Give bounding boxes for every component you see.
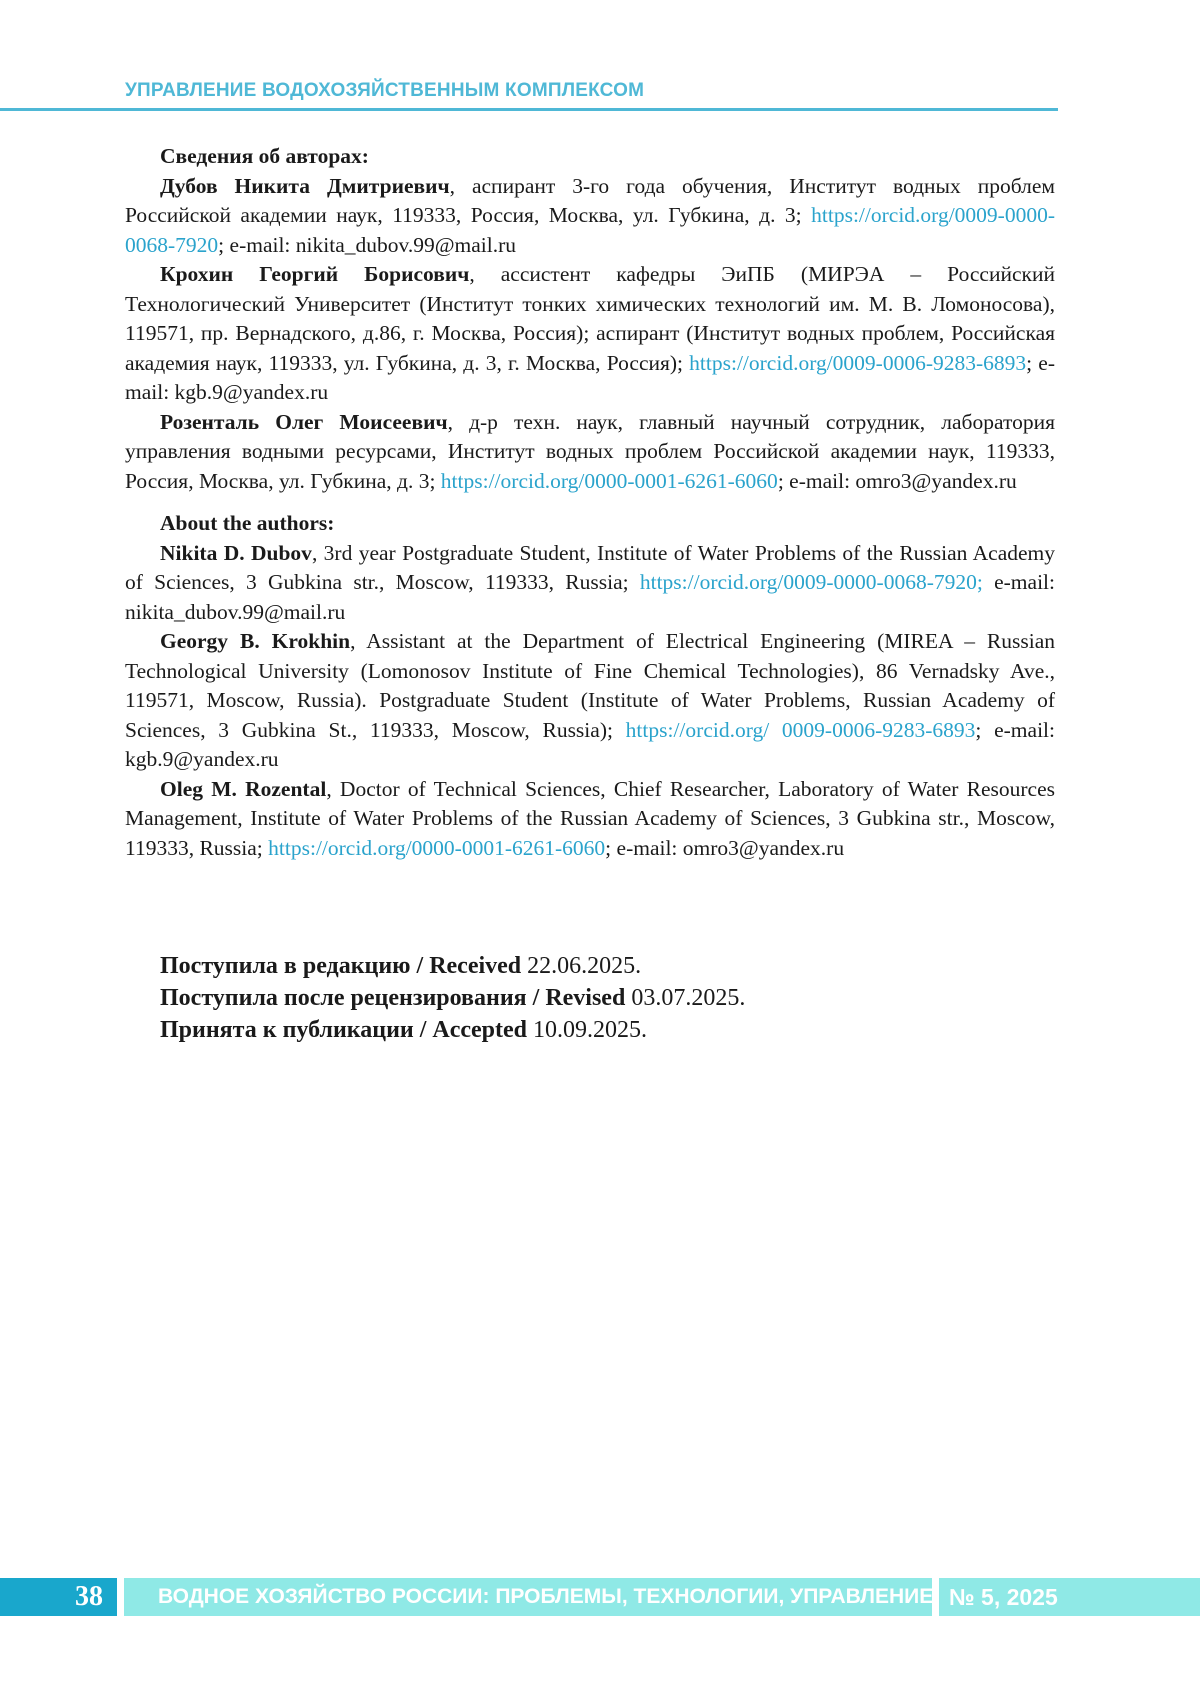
author-email: ; e-mail: kgb.9@yandex.ru: [125, 717, 1055, 771]
author-name: Nikita D. Dubov: [160, 540, 312, 565]
author-name: Oleg M. Rozental: [160, 776, 327, 801]
author-affiliation: , ассистент кафедры ЭиПБ (МИРЭА – Российский Технологический Университет (Институт тонких химических технологий им. М. В. Ломоносова), 119571, пр. Вернадского, д.86, г. Москва, Россия); аспирант (Институт водных проблем, Российская академия наук, 119333, ул. Губкина, д. 3, г. Москва, Россия);: [125, 262, 1055, 375]
author-email: ; e-mail: omro3@yandex.ru: [777, 468, 1017, 493]
author-email: ; e-mail: kgb.9@yandex.ru: [125, 350, 1055, 404]
en-author-dubov: [125, 539, 1055, 628]
orcid-link[interactable]: https://orcid.org/0009-0000-0068-7920;: [639, 570, 983, 594]
author-name: Розенталь Олег Моисеевич: [160, 409, 448, 434]
en-author-krokhin: [125, 627, 1055, 775]
author-affiliation: , аспирант 3-го года обучения, Институт водных проблем Российской академии наук, 119333, Россия, Москва, ул. Губкина, д. 3;: [125, 173, 1055, 227]
accepted-label: Принята к публикации / Accepted: [160, 1017, 528, 1043]
author-affiliation: , 3rd year Postgraduate Student, Institute of Water Problems of the Russian Academy of Sciences, 3 Gubkina str., Moscow, 119333, Russia;: [125, 540, 1055, 594]
orcid-link[interactable]: https://orcid.org/0000-0001-6261-6060: [440, 468, 778, 493]
page-number: 38: [0, 1578, 117, 1616]
author-email: ; e-mail: nikita_dubov.99@mail.ru: [218, 232, 517, 257]
received-date: 22.06.2025.: [521, 953, 642, 979]
revised-label: Поступила после рецензирования / Revised: [160, 985, 626, 1011]
en-section-title: About the authors:: [160, 511, 335, 535]
orcid-link[interactable]: https://orcid.org/0009-0006-9283-6893: [689, 350, 1027, 375]
en-author-rozental: [125, 775, 1055, 864]
accepted-date: 10.09.2025.: [527, 1017, 648, 1043]
author-name: Дубов Никита Дмитриевич: [160, 173, 450, 198]
orcid-link[interactable]: https://orcid.org/0009-0000-0068-7920: [125, 203, 1055, 257]
ru-section-title: Сведения об авторах:: [160, 144, 369, 168]
section-gap: [125, 496, 1055, 509]
header-rule: [0, 108, 1058, 111]
ru-author-rozental: [125, 408, 1055, 497]
authors-info: [125, 142, 1055, 863]
accepted-line: [160, 1014, 745, 1046]
page-footer: [0, 1578, 1200, 1616]
author-name: Крохин Георгий Борисович: [160, 262, 470, 286]
journal-title: ВОДНОЕ ХОЗЯЙСТВО РОССИИ: ПРОБЛЕМЫ, ТЕХНОЛОГИИ, УПРАВЛЕНИЕ: [124, 1578, 932, 1616]
orcid-link[interactable]: https://orcid.org/ 0009-0006-9283-6893: [625, 717, 976, 742]
revised-date: 03.07.2025.: [625, 985, 746, 1011]
author-email: e-mail: nikita_dubov.99@mail.ru: [125, 570, 1055, 624]
submission-dates: [160, 950, 745, 1046]
issue-number: № 5, 2025: [939, 1578, 1200, 1616]
author-affiliation: , Assistant at the Department of Electrical Engineering (MIREA – Russian Technological University (Lomonosov Institute of Fine Chemical Technologies), 86 Vernadsky Ave., 119571, Moscow, Russia). Postgraduate Student (Institute of Water Problems, Russian Academy of Sciences, 3 Gubkina St., 119333, Moscow, Russia);: [125, 629, 1056, 742]
author-affiliation: , д-р техн. наук, главный научный сотрудник, лаборатория управления водными ресурсами, Институт водных проблем Российской академии наук, 119333, Россия, Москва, ул. Губкина, д. 3;: [125, 409, 1055, 493]
author-affiliation: , Doctor of Technical Sciences, Chief Researcher, Laboratory of Water Resources Management, Institute of Water Problems of the Russian Academy of Sciences, 3 Gubkina str., Moscow, 119333, Russia;: [125, 776, 1055, 860]
orcid-link[interactable]: https://orcid.org/0000-0001-6261-6060: [268, 835, 606, 860]
received-label: Поступила в редакцию / Received: [160, 953, 522, 979]
revised-line: [160, 982, 745, 1014]
running-title: УПРАВЛЕНИЕ ВОДОХОЗЯЙСТВЕННЫМ КОМПЛЕКСОМ: [125, 80, 645, 101]
author-name: Georgy B. Krokhin: [160, 629, 351, 653]
author-email: ; e-mail: omro3@yandex.ru: [605, 835, 845, 860]
ru-author-krokhin: [125, 260, 1055, 408]
received-line: [160, 950, 745, 982]
ru-author-dubov: [125, 172, 1055, 261]
